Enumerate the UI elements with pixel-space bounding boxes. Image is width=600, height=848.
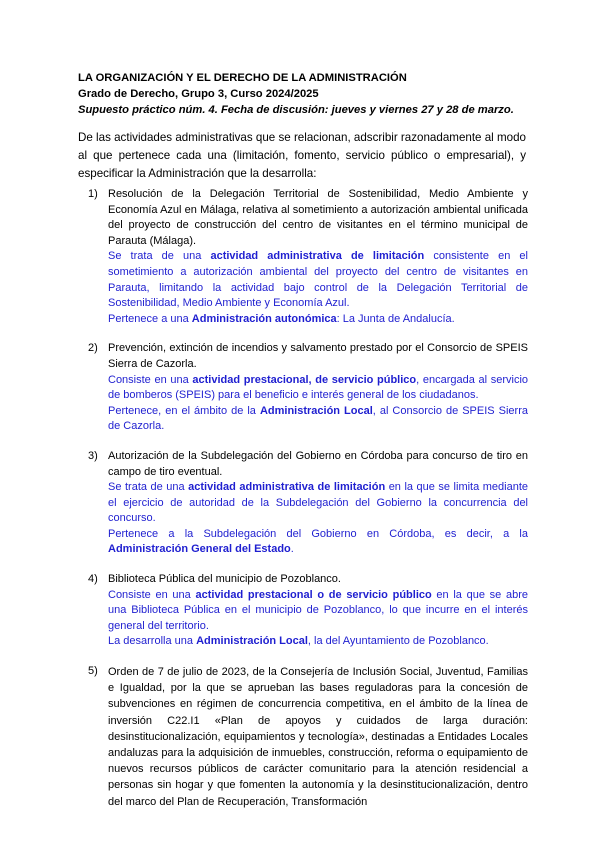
item-question: Resolución de la Delegación Territorial de Sostenibilidad, Medio Ambiente y Economía Azul en Málaga, relativa al sometimiento a autorización ambiental unificada del proyecto de construcción del centro de visitantes en el término municipal de Parauta (Málaga). bbox=[108, 188, 528, 247]
item-number: 3) bbox=[88, 449, 98, 462]
item-answer-activity: Consiste en una actividad prestacional o de servicio público en la que se abre una Biblioteca Pública en el municipio de Pozoblanco, lo que incurre en el interés general del territorio. bbox=[108, 588, 528, 632]
assignment-line: Supuesto práctico núm. 4. Fecha de discusión: jueves y viernes 27 y 28 de marzo. bbox=[78, 104, 514, 116]
exercise-item-2 bbox=[88, 341, 528, 435]
intro-paragraph: De las actividades administrativas que se relacionan, adscribir razonadamente al modo al que pertenece cada una (limitación, fomento, servicio público o empresarial), y especificar la Administración que la desarrolla: bbox=[78, 131, 526, 180]
activity-type-bold: actividad administrativa de limitación bbox=[210, 250, 425, 263]
item-number: 2) bbox=[88, 342, 98, 355]
item-question: Orden de 7 de julio de 2023, de la Consejería de Inclusión Social, Juventud, Familias e Igualdad, por la que se aprueban las bases reguladoras para la concesión de subvenciones en régimen de concurrencia competitiva, en el ámbito de la línea de inversión C22.I1 «Plan de apoyos y cuidados de larga duración: desinstitucionalización, equipamientos y tecnología», destinadas a Entidades Locales andaluzas para la adquisición de inmuebles, construcción, reforma o equipamiento de nuevos recursos públicos de carácter comunitario para la atención residencial a personas sin hogar y que fomenten la autonomía y la desinstitucionalización, dentro del marco del Plan de Recuperación, Transformación bbox=[108, 666, 528, 808]
item-answer-administration: Pertenece a la Subdelegación del Gobierno en Córdoba, es decir, a la Administración General del Estado. bbox=[108, 527, 528, 556]
activity-type-bold: actividad prestacional, de servicio público bbox=[192, 373, 417, 386]
activity-type-bold: actividad prestacional o de servicio público bbox=[195, 588, 432, 601]
item-answer-activity: Consiste en una actividad prestacional, de servicio público, encargada al servicio de bomberos (SPEIS) para el beneficio e interés general de los ciudadanos. bbox=[108, 373, 529, 402]
document-title: LA ORGANIZACIÓN Y EL DERECHO DE LA ADMINISTRACIÓN bbox=[78, 72, 407, 84]
administration-bold: Administración autonómica bbox=[191, 312, 337, 325]
exercise-list bbox=[88, 187, 528, 810]
item-number: 4) bbox=[88, 573, 98, 586]
item-question: Biblioteca Pública del municipio de Pozoblanco. bbox=[108, 573, 341, 586]
course-line: Grado de Derecho, Grupo 3, Curso 2024/2025 bbox=[78, 88, 319, 100]
item-answer-administration: Pertenece a una Administración autonómica: La Junta de Andalucía. bbox=[108, 312, 455, 325]
item-answer-administration: La desarrolla una Administración Local, la del Ayuntamiento de Pozoblanco. bbox=[108, 635, 489, 648]
exercise-item-4 bbox=[88, 572, 528, 650]
item-question: Autorización de la Subdelegación del Gobierno en Córdoba para concurso de tiro en campo de tiro eventual. bbox=[108, 449, 528, 478]
exercise-item-3 bbox=[88, 449, 528, 558]
exercise-item-5 bbox=[88, 664, 528, 810]
administration-bold: Administración Local bbox=[259, 404, 373, 417]
item-answer-activity: Se trata de una actividad administrativa de limitación consistente en el sometimiento a autorización ambiental del proyecto del centro de visitantes en Parauta, limitando la actividad bajo control de la Delegación Territorial de Sostenibilidad, Medio Ambiente y Economía Azul. bbox=[108, 250, 528, 310]
item-answer-administration: Pertenece, en el ámbito de la Administración Local, al Consorcio de SPEIS Sierra de Cazorla. bbox=[108, 404, 528, 433]
item-number: 5) bbox=[88, 665, 98, 678]
activity-type-bold: actividad administrativa de limitación bbox=[188, 481, 386, 494]
exercise-item-1 bbox=[88, 187, 528, 327]
administration-bold: Administración Local bbox=[196, 635, 308, 648]
document-header bbox=[78, 70, 528, 118]
item-number: 1) bbox=[88, 188, 98, 200]
administration-bold: Administración General del Estado bbox=[108, 543, 291, 556]
item-question: Prevención, extinción de incendios y salvamento prestado por el Consorcio de SPEIS Sierra de Cazorla. bbox=[108, 342, 528, 370]
item-answer-activity: Se trata de una actividad administrativa de limitación en la que se limita mediante el ejercicio de autoridad de la Subdelegación del Gobierno la concurrencia del concurso. bbox=[108, 481, 528, 525]
